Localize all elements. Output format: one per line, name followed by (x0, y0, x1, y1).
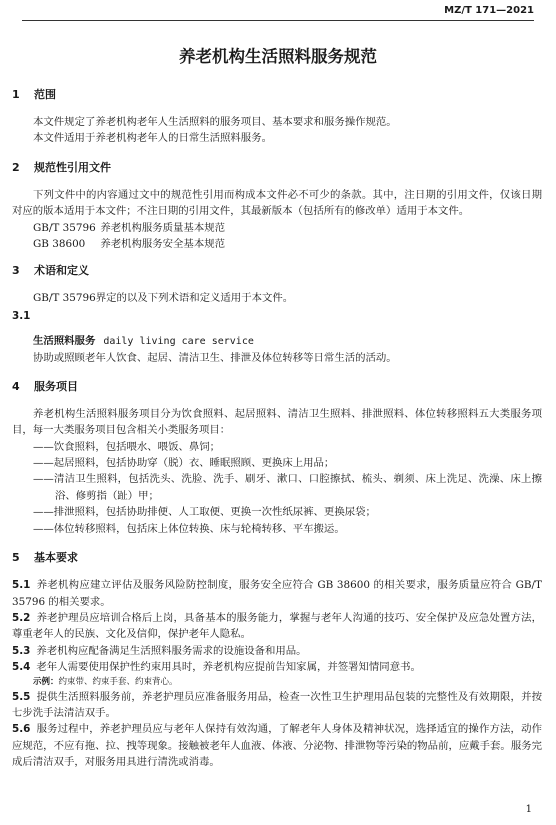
requirement-clause: 5.2 养老护理员应培训合格后上岗，具备基本的服务能力，掌握与老年人沟通的技巧、安全保护及应急处置方法，尊重老年人的民族、文化及信仰，保护老年人隐私。 (12, 611, 542, 641)
header-rule (22, 20, 534, 21)
section-heading-4: 4 服务项目 (12, 379, 78, 393)
subclause-number: 3.1 (12, 309, 31, 322)
requirement-clause: 5.5 提供生活照料服务前，养老护理员应准备服务用品，检查一次性卫生护理用品包装的完整性及有效期限，并按七步洗手法清洁双手。 (12, 690, 542, 719)
reference-item: GB/T 35796 养老机构服务质量基本规范 (33, 221, 225, 234)
list-item: ——起居照料，包括协助穿（脱）衣、睡眠照顾、更换床上用品； (33, 457, 335, 470)
document-title: 养老机构生活照料服务规范 (179, 47, 377, 66)
section-heading-5: 5 基本要求 (12, 551, 78, 565)
section-heading-1: 1 范围 (12, 88, 56, 101)
list-item: ——清洁卫生照料，包括洗头、洗脸、洗手、刷牙、漱口、口腔擦拭、梳头、剃须、床上洗足、洗澡、床上擦浴、修剪指（趾）甲； (33, 473, 542, 502)
term-definition: 协助或照顾老年人饮食、起居、清洁卫生、排泄及体位转移等日常生活的活动。 (33, 351, 397, 364)
paragraph: GB/T 35796界定的以及下列术语和定义适用于本文件。 (33, 292, 294, 305)
paragraph: 本文件适用于养老机构老年人的日常生活照料服务。 (33, 132, 272, 145)
requirement-clause: 5.1 养老机构应建立评估及服务风险防控制度，服务安全应符合 GB 38600 的相关要求，服务质量应符合 GB/T 35796 的相关要求。 (12, 579, 542, 608)
section-heading-3: 3 术语和定义 (12, 264, 89, 278)
list-item: ——排泄照料，包括协助排便、人工取便、更换一次性纸尿裤、更换尿袋； (33, 506, 376, 519)
section-heading-2: 2 规范性引用文件 (12, 160, 111, 174)
paragraph: 养老机构生活照料服务项目分为饮食照料、起居照料、清洁卫生照料、排泄照料、体位转移照料五大类服务项目，每一大类服务项目包含相关小类服务项目： (12, 407, 542, 437)
list-item: ——饮食照料，包括喂水、喂饭、鼻饲； (33, 440, 221, 453)
requirement-clause: 5.4 老年人需要使用保护性约束用具时，养老机构应提前告知家属，并签署知情同意书。 (12, 661, 421, 674)
list-item: ——体位转移照料，包括床上体位转换、床与轮椅转移、平车搬运。 (33, 522, 345, 535)
term-entry: 生活照料服务 daily living care service (33, 334, 254, 347)
paragraph: 下列文件中的内容通过文中的规范性引用而构成本文件必不可少的条款。其中，注日期的引用文件，仅该日期对应的版本适用于本文件；不注日期的引用文件，其最新版本（包括所有的修改单）适用于本文件。 (12, 188, 542, 218)
standard-code: MZ/T 171—2021 (444, 5, 534, 16)
paragraph: 本文件规定了养老机构老年人生活照料的服务项目、基本要求和服务操作规范。 (33, 116, 397, 128)
requirement-clause: 5.6 服务过程中，养老护理员应与老年人保持有效沟通，了解老年人身体及精神状况，选择适宜的操作方法，动作应规范，不应有拖、拉、拽等现象。接触被老年人血液、体液、分泌物、排泄物等污染的物品前，应戴手套。服务完成后清洁双手，对服务用具进行清洗或消毒。 (12, 723, 542, 769)
page-number: 1 (525, 804, 532, 815)
example-note: 示例：约束带、约束手套、约束背心。 (33, 676, 178, 687)
reference-item: GB 38600 养老机构服务安全基本规范 (33, 238, 225, 251)
requirement-clause: 5.3 养老机构应配备满足生活照料服务需求的设施设备和用品。 (12, 644, 307, 657)
document-body (12, 88, 542, 771)
